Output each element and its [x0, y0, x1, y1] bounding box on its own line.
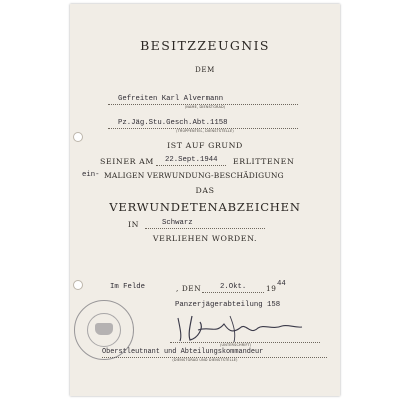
year-prefix: 19	[266, 284, 277, 293]
name-caption: (NAME, DIENSTGRAD)	[184, 105, 226, 109]
das-label: DAS	[195, 186, 215, 195]
issue-place: Im Felde	[110, 283, 146, 291]
eagle-emblem-icon	[95, 323, 113, 335]
ist-auf-grund-label: IST AUF GRUND	[167, 141, 243, 150]
issuing-unit: Panzerjägerabteilung 158	[175, 301, 281, 309]
certificate-sheet	[70, 4, 340, 396]
wound-date-underline	[156, 165, 226, 166]
verliehen-label: VERLIEHEN WORDEN.	[152, 234, 258, 243]
issue-year: 44	[277, 280, 286, 288]
signer-rank: Oberstleutnant und Abteilungskommandeur	[102, 348, 264, 356]
maligen-label: MALIGEN VERWUNDUNG-BESCHÄDIGUNG	[104, 171, 284, 180]
issue-date: 2.Okt.	[220, 283, 247, 291]
grade-underline	[145, 228, 265, 229]
recipient-name: Gefreiten Karl Alvermann	[118, 95, 224, 103]
dem-label: DEM	[195, 66, 215, 74]
official-seal-stamp	[74, 300, 134, 360]
award-name: VERWUNDETENABZEICHEN	[109, 200, 301, 214]
den-label: , DEN	[176, 284, 202, 293]
wound-count: ein-	[82, 171, 100, 179]
rank-caption: (DIENSTGRAD UND DIENSTSTELLE)	[172, 358, 238, 362]
award-grade: Schwarz	[162, 219, 193, 227]
certificate-title: BESITZZEUGNIS	[140, 38, 270, 53]
seiner-am-label: SEINER AM	[100, 157, 154, 166]
wound-date: 22.Sept.1944	[165, 156, 218, 164]
signature-caption: (UNTERSCHRIFT)	[220, 343, 252, 347]
recipient-unit: Pz.Jäg.Stu.Gesch.Abt.1158	[118, 119, 228, 127]
issue-date-underline	[202, 292, 264, 293]
punch-hole-bottom	[73, 280, 83, 290]
in-label: IN	[128, 220, 140, 229]
unit-caption: (TRUPPENTEIL, DIENSTSTELLE)	[176, 129, 234, 133]
erlittenen-label: ERLITTENEN	[233, 157, 295, 166]
